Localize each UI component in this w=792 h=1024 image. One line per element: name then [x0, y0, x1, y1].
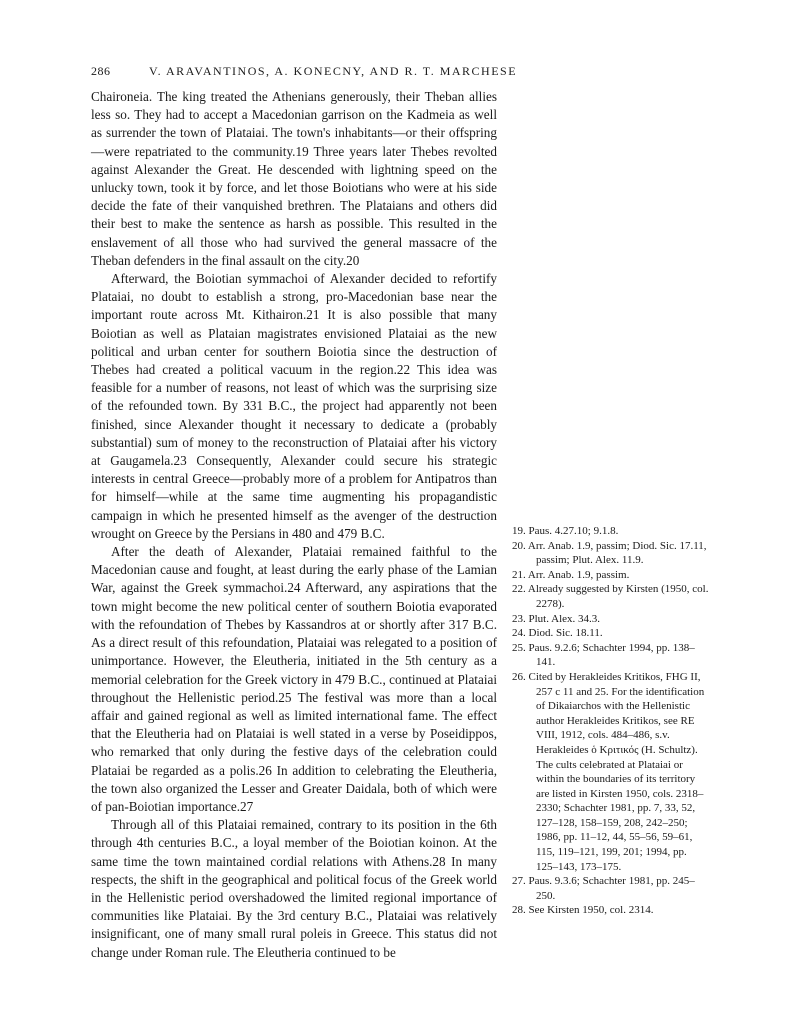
main-text-column: [91, 88, 497, 962]
footnotes-column: [512, 524, 709, 918]
header-authors: V. ARAVANTINOS, A. KONECNY, AND R. T. MARCHESE: [149, 64, 518, 78]
page-number: 286: [91, 64, 111, 78]
running-header: [91, 64, 518, 79]
footnote: 21. Arr. Anab. 1.9, passim.: [512, 568, 630, 581]
paragraph-1: Chaironeia. The king treated the Athenians generously, their Theban allies less so. They had to accept a Macedonian garrison on the Kadmeia as well as surrender the town of Plataiai. The town's inhabitants—or their offspring—were repatriated to the community.19 Three years later Thebes revolted against Alexander the Great. He descended with lightning speed on the unlucky town, took it by force, and let those Boiotians who were at his side decide the fate of their vanquished brethren. The Plataians and others did their best to make the sentence as harsh as possible. This resulted in the enslavement of all those who had survived the general massacre of the Theban defenders in the final assault on the city.20: [91, 89, 497, 268]
footnote: 26. Cited by Herakleides Kritikos, FHG II, 257 c 11 and 25. For the identification of Dikaiarchos with the Hellenistic author Herakleides Kritikos, see RE VIII, 1912, cols. 484–486, s.v. Herakleides ὁ Κριτικός (H. Schultz). The cults celebrated at Plataiai or within the boundaries of its territory are listed in Kirsten 1950, cols. 2318–2330; Schachter 1981, pp. 7, 33, 52, 127–128, 158–159, 208, 242–250; 1986, pp. 11–12, 44, 55–56, 59–61, 115, 119–121, 199, 201; 1994, pp. 125–143, 173–175.: [512, 670, 705, 873]
footnote: 24. Diod. Sic. 18.11.: [512, 627, 603, 640]
footnote: 20. Arr. Anab. 1.9, passim; Diod. Sic. 17.11, passim; Plut. Alex. 11.9.: [512, 539, 707, 567]
paragraph-2: Afterward, the Boiotian symmachoi of Alexander decided to refortify Plataiai, no doubt to establish a strong, pro-Macedonian base near the important route across Mt. Kithairon.21 It is also possible that many Boiotian as well as Plataian magistrates envisioned Plataiai as the new political and urban center for southern Boiotia since the destruction of Thebes had created a political vacuum in the region.22 This idea was feasible for a number of reasons, not least of which was the surprising size of the refounded town. By 331 B.C., the project had apparently not been finished, since Alexander thought it necessary to dedicate a (probably substantial) sum of money to the reconstruction of Plataiai after his victory at Gaugamela.23 Consequently, Alexander could secure his strategic interests in central Greece—probably more of a problem for Antipatros than for himself—while at the same time augmenting his propagandistic campaign in which he presented himself as the avenger of the destruction wrought on Greece by the Persians in 480 and 479 B.C.: [91, 271, 497, 541]
footnote: 27. Paus. 9.3.6; Schachter 1981, pp. 245–250.: [512, 875, 695, 902]
footnote: 25. Paus. 9.2.6; Schachter 1994, pp. 138–141.: [512, 641, 695, 669]
footnote: 23. Plut. Alex. 34.3.: [512, 612, 601, 625]
footnote: 28. See Kirsten 1950, col. 2314.: [512, 904, 654, 917]
paragraph-4: Through all of this Plataiai remained, contrary to its position in the 6th through 4th centuries B.C., a loyal member of the Boiotian koinon. At the same time the town maintained cordial relations with Athens.28 In many respects, the shift in the geographical and political focus of the Greek world in the Hellenistic period overshadowed the limited regional importance of communities like Plataiai. By the 3rd century B.C., Plataiai was relatively insignificant, one of many small rural poleis in Greece. This status did not change under Roman rule. The Eleutheria continued to be: [91, 817, 497, 960]
paragraph-3: After the death of Alexander, Plataiai remained faithful to the Macedonian cause and fought, at least during the early phase of the Lamian War, against the Greek symmachoi.24 Afterward, any aspirations that the town might become the new political center of southern Boiotia evaporated with the refoundation of Thebes by Kassandros at or shortly after 317 B.C. As a direct result of this refoundation, Plataiai was relegated to a position of unimportance. However, the Eleutheria, initiated in the 5th century as a memorial celebration for the Greek victory in 479 B.C., continued at Plataiai throughout the Hellenistic period.25 The festival was more than a local affair and gained regional as well as limited international fame. The effect that the Eleutheria had on Plataiai is well stated in a verse by Poseidippos, who remarked that only during the festive days of the celebration could Plataiai be regarded as a polis.26 In addition to celebrating the Eleutheria, the town also organized the Lesser and Greater Daidala, both of which were of pan-Boiotian importance.27: [91, 544, 497, 814]
footnote: 19. Paus. 4.27.10; 9.1.8.: [512, 525, 619, 537]
footnote: 22. Already suggested by Kirsten (1950, col. 2278).: [512, 583, 709, 610]
